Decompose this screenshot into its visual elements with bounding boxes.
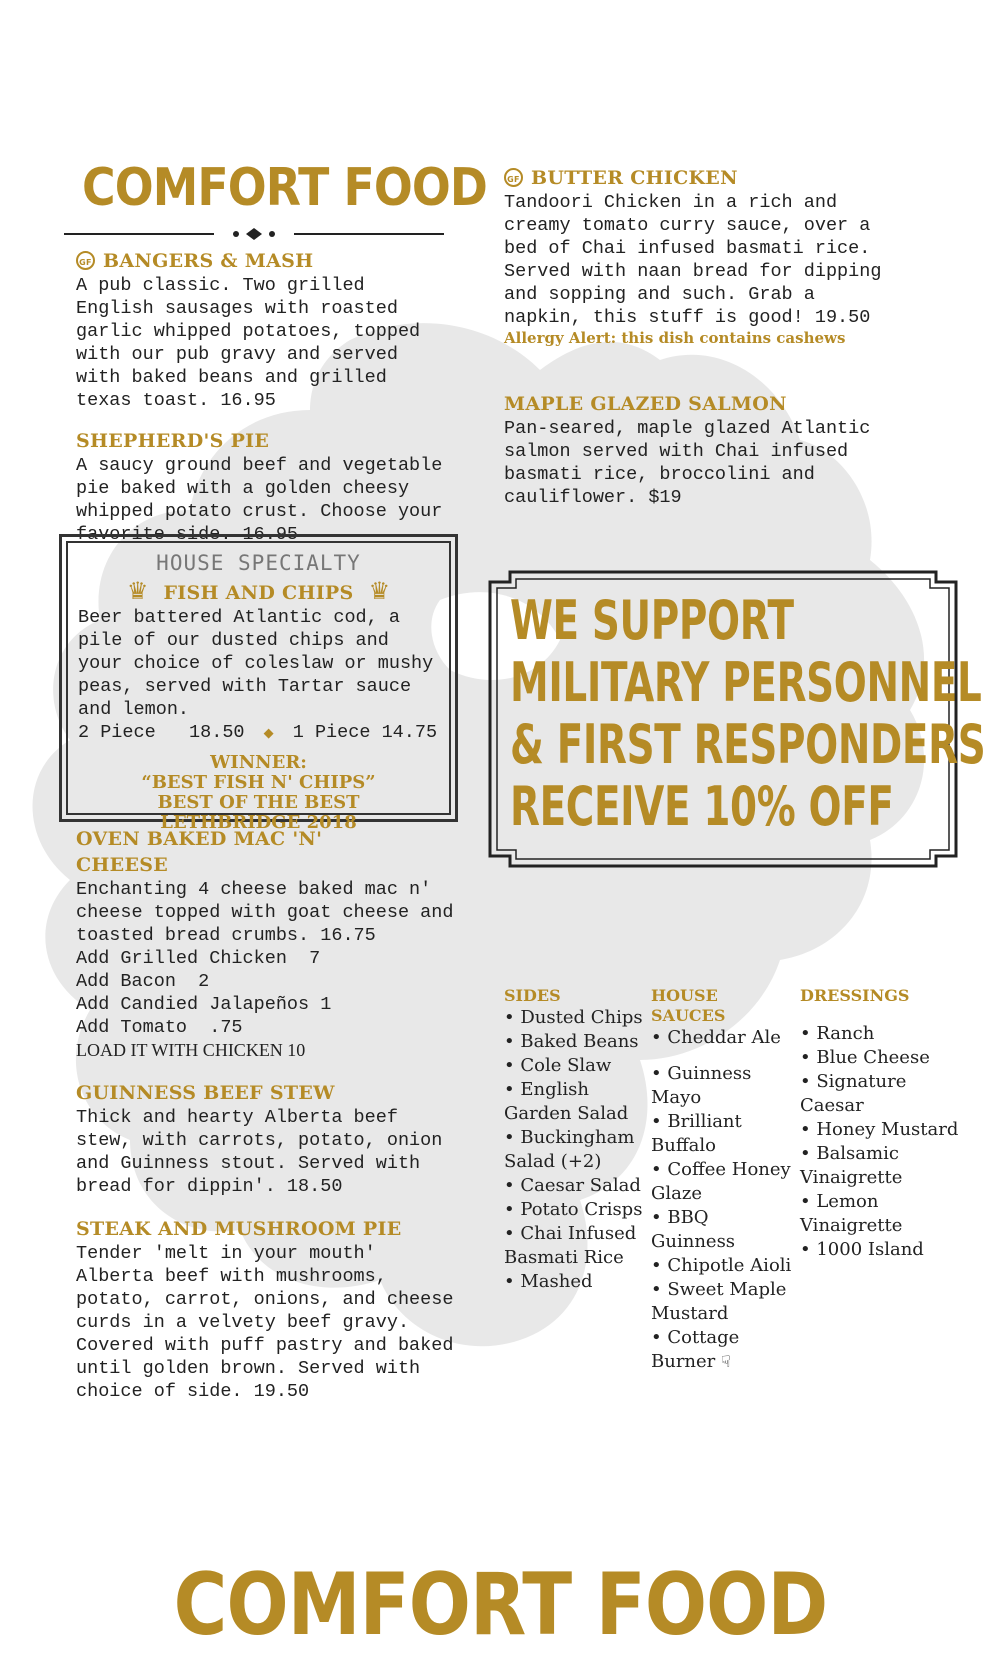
- list-item: • Sweet Maple Mustard: [651, 1279, 787, 1324]
- add-on: LOAD IT WITH CHICKEN 10: [76, 1040, 306, 1060]
- price-two-piece: 2 Piece 18.50: [78, 722, 245, 743]
- list-item: • Blue Cheese: [800, 1047, 930, 1068]
- left-column-lower: [76, 826, 456, 1403]
- list-item: • Buckingham Salad (+2): [504, 1127, 635, 1172]
- list-item: • Mashed: [504, 1271, 593, 1292]
- page-title: COMFORT FOOD: [82, 158, 487, 218]
- item-title: BUTTER CHICKEN: [531, 167, 738, 189]
- dressings-list: [800, 986, 960, 1262]
- list-item: • Potato Crisps: [504, 1199, 643, 1220]
- specialty-label: HOUSE SPECIALTY: [156, 551, 361, 575]
- list-item: [651, 1326, 796, 1374]
- military-discount-box: [488, 570, 986, 868]
- hot-pepper-icon: ☟: [721, 1352, 731, 1371]
- house-specialty-box: [59, 534, 458, 833]
- award-line: “BEST FISH N' CHIPS”: [141, 772, 376, 793]
- award-text: [68, 753, 449, 833]
- list-item: • Cheddar Ale: [651, 1027, 781, 1048]
- item-description: Pan-seared, maple glazed Atlantic salmon served with Chai infused basmati rice, broccolini and cauliflower. $19: [504, 418, 871, 508]
- promo-line: WE SUPPORT: [510, 589, 794, 652]
- item-title: SHEPHERD'S PIE: [76, 430, 270, 452]
- add-on: Add Grilled Chicken 7: [76, 948, 321, 969]
- menu-item-salmon: [504, 391, 884, 509]
- list-item-label: • Cottage Burner: [651, 1327, 740, 1372]
- item-description: Enchanting 4 cheese baked mac n' cheese topped with goat cheese and toasted bread crumbs. 16.75: [76, 879, 454, 946]
- list-item: • Guinness Mayo: [651, 1063, 752, 1108]
- list-item: • Lemon Vinaigrette: [800, 1191, 903, 1236]
- list-item: • Baked Beans: [504, 1031, 639, 1052]
- list-item: • Balsamic Vinaigrette: [800, 1143, 903, 1188]
- sides-items: [504, 1006, 649, 1294]
- list-item: • Honey Mustard: [800, 1119, 959, 1140]
- award-line: WINNER:: [210, 752, 307, 773]
- list-item: • Coffee Honey Glaze: [651, 1159, 791, 1204]
- sauces-list: [651, 986, 796, 1374]
- lion-icon: ♛: [368, 577, 391, 605]
- list-item: • 1000 Island: [800, 1239, 924, 1260]
- item-description: A saucy ground beef and vegetable pie baked with a golden cheesy whipped potato crust. Choose your favorite side. 16.95: [76, 455, 443, 545]
- menu-item-steak-pie: [76, 1216, 456, 1403]
- menu-item-beef-stew: [76, 1080, 456, 1198]
- list-item: • Cole Slaw: [504, 1055, 612, 1076]
- footer-title: [0, 1555, 1000, 1655]
- award-line: LETHBRIDGE 2018: [160, 812, 357, 833]
- item-description: Tandoori Chicken in a rich and creamy tomato curry sauce, over a bed of Chai infused basmati rice. Served with naan bread for dipping and sopping and such. Grab a napkin, this stuff is good! 19.50: [504, 192, 882, 328]
- item-title: BANGERS & MASH: [103, 250, 314, 272]
- lion-icon: ♛: [126, 577, 149, 605]
- specialty-prices: [78, 721, 449, 745]
- item-description: Thick and hearty Alberta beef stew, with carrots, potato, onion and Guinness stout. Served with bread for dippin'. 18.50: [76, 1107, 443, 1197]
- menu-item-butter-chicken: [504, 165, 884, 347]
- promo-line: RECEIVE 10% OFF: [510, 775, 894, 838]
- gluten-free-icon: GF: [76, 251, 95, 270]
- list-heading: DRESSINGS: [800, 986, 910, 1005]
- add-on: Add Candied Jalapeños 1: [76, 994, 332, 1015]
- promo-line: MILITARY PERSONNEL: [510, 651, 982, 714]
- item-title: MAPLE GLAZED SALMON: [504, 393, 787, 415]
- item-title: GUINNESS BEEF STEW: [76, 1082, 335, 1104]
- list-item: • Chai Infused Basmati Rice: [504, 1223, 637, 1268]
- list-item: • Caesar Salad: [504, 1175, 641, 1196]
- list-heading: SIDES: [504, 986, 561, 1005]
- item-title: OVEN BAKED MAC 'N' CHEESE: [76, 828, 323, 876]
- list-item: • English Garden Salad: [504, 1079, 629, 1124]
- left-column: [62, 158, 487, 546]
- list-heading: HOUSE SAUCES: [651, 986, 726, 1025]
- right-column: [504, 165, 884, 509]
- item-title: STEAK AND MUSHROOM PIE: [76, 1218, 402, 1240]
- price-separator: ◆: [263, 726, 274, 741]
- item-description: A pub classic. Two grilled English sausages with roasted garlic whipped potatoes, topped with our pub gravy and served with baked beans and grilled texas toast. 16.95: [76, 275, 421, 411]
- specialty-title: FISH AND CHIPS: [163, 582, 354, 604]
- dressings-items: [800, 1022, 960, 1262]
- list-item: • Brilliant Buffalo: [651, 1111, 742, 1156]
- item-description: Tender 'melt in your mouth' Alberta beef with mushrooms, potato, carrot, onions, and cheese curds in a velvety beef gravy. Covered with puff pastry and baked until golden brown. Served with choice of side. 19.50: [76, 1243, 454, 1402]
- promo-line: & FIRST RESPONDERS: [510, 713, 986, 776]
- sides-list: [504, 986, 649, 1294]
- add-on: Add Bacon 2: [76, 971, 210, 992]
- menu-item-bangers: [76, 248, 452, 412]
- add-on: Add Tomato .75: [76, 1017, 243, 1038]
- menu-item-shepherds-pie: [76, 428, 452, 546]
- list-item: • Chipotle Aioli: [651, 1255, 792, 1276]
- footer-title-text: COMFORT FOOD: [173, 1555, 827, 1655]
- gluten-free-icon: GF: [504, 168, 523, 187]
- ornament-divider: [64, 226, 444, 242]
- promo-text: [510, 590, 985, 838]
- list-item: • BBQ Guinness: [651, 1207, 736, 1252]
- list-item: • Dusted Chips: [504, 1007, 643, 1028]
- list-item: • Signature Caesar: [800, 1071, 907, 1116]
- list-item: • Ranch: [800, 1023, 875, 1044]
- sauces-items: [651, 1026, 796, 1374]
- specialty-description: Beer battered Atlantic cod, a pile of our dusted chips and your choice of coleslaw or mushy peas, served with Tartar sauce and lemon.: [78, 607, 434, 720]
- allergy-alert: Allergy Alert: this dish contains cashews: [504, 329, 846, 347]
- price-one-piece: 1 Piece 14.75: [292, 722, 438, 743]
- award-line: BEST OF THE BEST: [157, 792, 360, 813]
- menu-item-mac-cheese: [76, 826, 456, 1062]
